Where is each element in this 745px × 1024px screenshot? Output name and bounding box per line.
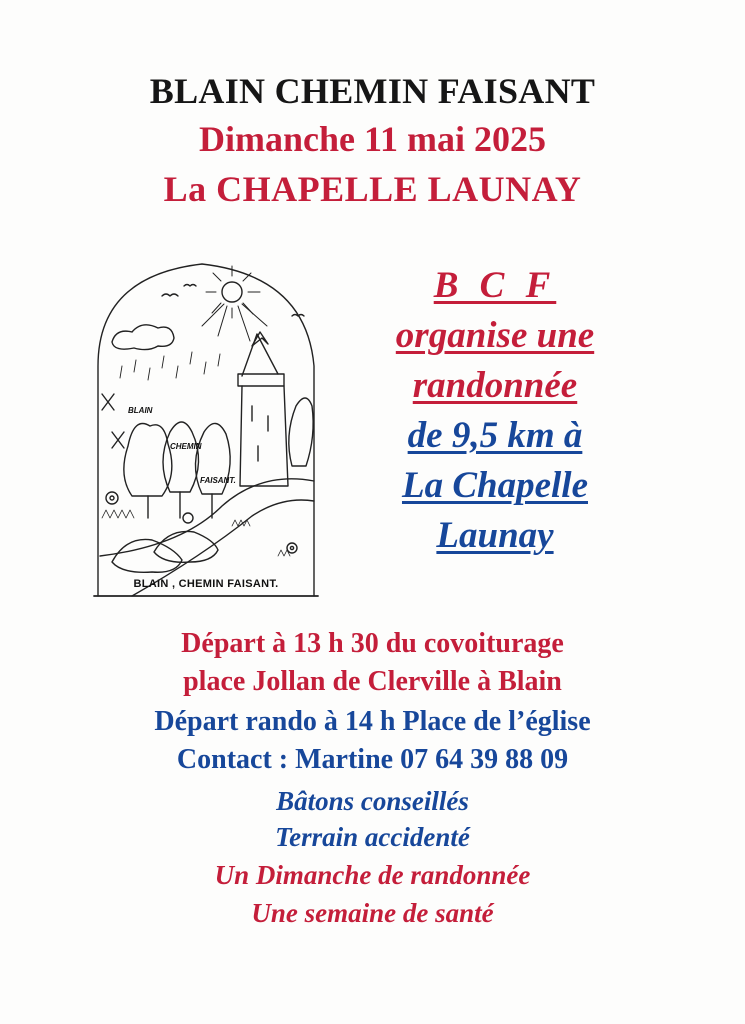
announcement-launay: Launay [436,515,554,556]
slogan-line-1: Un Dimanche de randonnée [214,860,531,890]
slogan-line-2: Une semaine de santé [251,898,494,928]
logo-word-chemin: CHEMIN [170,442,202,451]
club-logo-drawing [92,256,320,604]
logo-sketch [92,256,320,604]
announcement-organise: organise une [395,315,595,356]
logo-caption: BLAIN , CHEMIN FAISANT. [133,578,279,590]
depart-covoiturage: Départ à 13 h 30 du covoiturage [181,628,564,659]
announcement-bcf: B C F [433,265,557,306]
event-title: BLAIN CHEMIN FAISANT [149,71,596,111]
announcement-distance: de 9,5 km à [407,415,583,456]
terrain-note: Terrain accidenté [275,822,470,852]
logo-word-faisant: FAISANT. [200,476,236,485]
batons-note: Bâtons conseillés [276,786,469,816]
announcement-randonnee: randonnée [412,365,578,406]
depart-rando: Départ rando à 14 h Place de l’église [154,706,591,737]
event-place: La CHAPELLE LAUNAY [163,169,582,209]
contact-info: Contact : Martine 07 64 39 88 09 [176,744,569,775]
announcement-la-chapelle: La Chapelle [401,465,588,506]
place-covoiturage: place Jollan de Clerville à Blain [183,666,562,697]
event-date: Dimanche 11 mai 2025 [199,119,546,159]
logo-word-blain: BLAIN [128,406,153,415]
